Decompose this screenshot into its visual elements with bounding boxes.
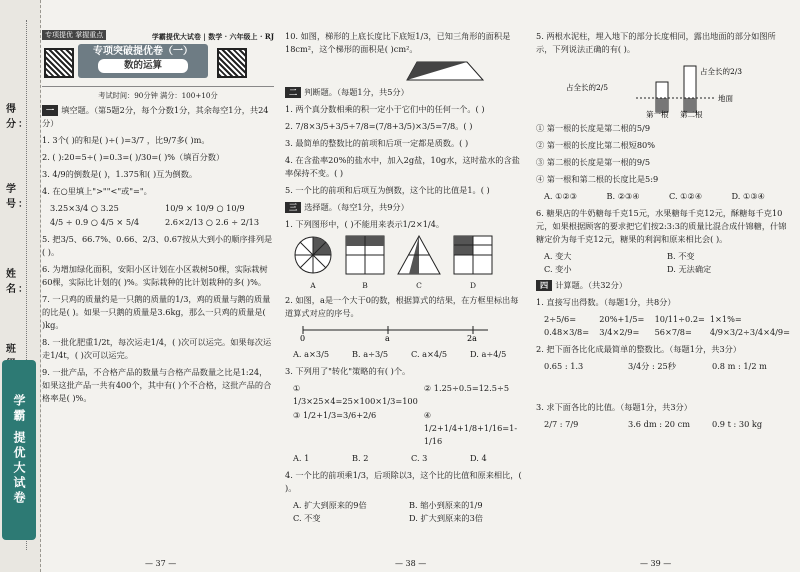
qr-code-icon: [44, 48, 74, 78]
option: A. 扩大到原来的9倍: [293, 500, 367, 510]
statement: ① 第一根的长度是第二根的5/9: [536, 123, 651, 133]
class-label: 班: [6, 344, 18, 355]
bar-label: 地面: [718, 94, 733, 103]
section-badge: 二: [285, 87, 301, 98]
square-figure: [345, 235, 385, 275]
judge-item: 4. 在含盐率20%的盐水中，加入2g盐，10g水，这时盐水的含盐率保持不变。( ): [285, 155, 520, 178]
ratio-item: 0.8 m : 1/2 m: [712, 361, 767, 371]
strategy-item: ① 1/3×25×4=25×100×1/3=100: [293, 383, 418, 406]
option: A. 变大: [544, 251, 572, 261]
binding-margin: [0, 0, 41, 572]
judge-item: 1. 两个真分数相乘的积一定小于它们中的任何一个。( ): [285, 104, 485, 114]
option: C. 变小: [544, 264, 572, 274]
compare-items: [50, 202, 274, 229]
number-line-svg: [293, 324, 493, 342]
choice-options: [293, 348, 525, 361]
ratio-item: 0.65 : 1.3: [544, 361, 584, 371]
option: C. ①②④: [669, 191, 703, 201]
option: D. 4: [470, 453, 487, 463]
question: 5. 两根水泥柱，埋入地下的部分长度相同，露出地面的部分如图所示，下列说法正确的有( )。: [536, 31, 776, 54]
question: 2. 如图，a是一个大于0的数，根据算式的结果，在方框里标出每道算式对应的序号。: [285, 295, 519, 318]
option: C. 不变: [293, 513, 321, 523]
section-calc: 四 计算题。（共32分）: [536, 279, 790, 292]
pillar-svg: [566, 60, 766, 118]
strategy-item: ③ 1/2+1/3=3/6+2/6: [293, 410, 377, 420]
answer-space: [536, 377, 790, 401]
paper-subtitle: 数的运算: [98, 59, 188, 73]
ratio-item: 0.9 t : 30 kg: [712, 419, 763, 429]
calc-item: 1×1%=: [709, 314, 742, 324]
strategy-item: ② 1.25÷0.5=12.5÷5: [423, 383, 510, 393]
figure-option: A: [293, 235, 333, 292]
bar-label: 占全长的2/5: [566, 83, 609, 92]
question: 6. 为增加绿化面积，安阳小区计划在小区栽树50棵，实际栽树60棵，实际比计划的( )%。实际栽种的比计划栽种的多( )%。: [42, 264, 268, 287]
exam-meta: 考试时间：90分钟 满分：100+10分: [42, 86, 274, 102]
compare-item: 10/9 × 10/9 ○ 10/9: [165, 203, 245, 213]
figure-option: D: [453, 235, 493, 292]
figure-option: C: [397, 235, 441, 292]
question: 4. 在○里填上">""<"或"="。: [42, 186, 152, 196]
calc-item: 3/4×2/9=: [599, 327, 640, 337]
question: 9. 一批产品，不合格产品的数量与合格产品数量之比是1:24，如果这批产品一共有400个，其中有( )个不合格，这批产品的合格率是( )%。: [42, 367, 272, 403]
question: 5. 把3/5、66.7%、0.66、2/3、0.67按从大到小的顺序排列是( )。: [42, 234, 273, 257]
ratio-item: 2/7 : 7/9: [544, 419, 579, 429]
option: D. 扩大到原来的3倍: [409, 513, 483, 523]
option: D. a÷4/5: [470, 349, 507, 359]
calc-item: 20%+1/5=: [599, 314, 645, 324]
rect-figure: [453, 235, 493, 275]
statement: ③ 第二根的长度是第一根的9/5: [536, 157, 651, 167]
ratio-items: [544, 360, 790, 373]
bar-label: 占全长的2/3: [700, 67, 743, 76]
option: C. a×4/5: [411, 349, 448, 359]
option: D. ①③④: [731, 191, 765, 201]
page-number: — 39 —: [640, 559, 672, 568]
tick-label: a: [385, 334, 390, 342]
qr-code-icon: [217, 48, 247, 78]
option: A. ①②③: [544, 191, 578, 201]
name-label: 姓名：: [6, 269, 30, 295]
trapezoid-figure: [405, 60, 485, 82]
question: 3. 下列用了"转化"策略的有( )个。: [285, 366, 411, 376]
question: 10. 如图，梯形的上底长度比下底短1/3，已知三角形的面积是18cm²，这个梯形的面积是( )cm²。: [285, 31, 511, 54]
question: 2. 把下面各比化成最简单的整数比。（每题1分，共3分）: [536, 344, 742, 354]
page-column-3: [536, 30, 790, 435]
title-banner: [78, 44, 208, 78]
ratio-item: 3.6 dm : 20 cm: [628, 419, 690, 429]
judge-item: 5. 一个比的前项和后项互为倒数，这个比的比值是1。( ): [285, 185, 490, 195]
strategy-items: [293, 382, 525, 448]
question: 6. 糖果店的牛奶糖每千克15元，水果糖每千克12元，酥糖每千克10元，如果根据顾客的要求把它们按2:3:3的质量比混合成什锦糖，什锦糖定价为每千克12元，糖果的利润和原来相比会( )。: [536, 208, 787, 244]
option: A. 1: [293, 453, 310, 463]
question: 3. 求下面各比的比值。（每题1分，共3分）: [536, 402, 692, 412]
calc-items: [544, 313, 790, 339]
option: D. 无法确定: [667, 264, 712, 274]
student-id-label: 学号：: [6, 184, 30, 210]
corner-tag: 专项提优 掌握重点: [42, 30, 106, 40]
tick-label: 2a: [467, 334, 477, 342]
compare-item: 2.6×2/13 ○ 2.6 ÷ 2/13: [165, 217, 260, 227]
calc-item: 56×7/8=: [654, 327, 692, 337]
judge-item: 2. 7/8×3/5+3/5÷7/8=(7/8+3/5)×3/5=7/8。( ): [285, 121, 473, 131]
option: B. 不变: [667, 251, 695, 261]
question: 8. 一批化肥重1/2t，每次运走1/4，( )次可以运完。如果每次运走1/4t，( )次可以运完。: [42, 337, 272, 360]
choice-options: [544, 190, 790, 203]
compare-item: 4/5 ÷ 0.9 ○ 4/5 × 5/4: [50, 217, 140, 227]
statement: ② 第一根的长度比第二根短80%: [536, 140, 656, 150]
pillar-figure: [566, 60, 790, 118]
ratio-item: 3/4分 : 25秒: [628, 361, 676, 371]
section-badge: 三: [285, 202, 301, 213]
question: 1. 3个( )的和是( )÷( )=3/7 ，比9/7多( )m。: [42, 135, 210, 145]
option: B. ②③④: [606, 191, 640, 201]
page-number: — 37 —: [145, 559, 177, 568]
score-label: 得分：: [6, 104, 30, 130]
choice-options: [293, 452, 525, 465]
calc-item: 4/9×3/2÷3/4×4/9=: [709, 327, 790, 337]
question: 4. 一个比的前项乘1/3，后项除以3，这个比的比值和原来相比，( )。: [285, 470, 522, 493]
section-badge: 一: [42, 105, 58, 116]
option: B. 2: [352, 453, 369, 463]
choice-options: [293, 499, 525, 525]
question: 3. 4/9的倒数是( )，1.375和( )互为倒数。: [42, 169, 198, 179]
calc-item: 2÷5/6=: [544, 314, 577, 324]
question: 7. 一只鸡的质量约是一只鹅的质量的1/3，鸡的质量与鹅的质量的比是( )。如果一只鹅的质量是3.6kg，那么一只鸡的质量是( )kg。: [42, 294, 271, 330]
section-fill: 一 填空题。（第5题2分，每个分数1分，其余每空1分，共24分）: [42, 105, 269, 128]
judge-item: 3. 最简单的整数比的前项和后项一定都是质数。( ): [285, 138, 469, 148]
bar-label: 第一根: [646, 110, 669, 118]
tick-label: 0: [300, 334, 306, 342]
compare-item: 3.25×3/4 ○ 3.25: [50, 203, 119, 213]
strategy-item: ④ 1/2+1/4+1/8+1/16=1-1/16: [423, 410, 518, 446]
section-judge: 二 判断题。（每题1分，共5分）: [285, 86, 525, 99]
option: B. a÷3/5: [352, 349, 389, 359]
paper-series: 学霸提优大试卷 | 数学 · 六年级上 · RJ: [151, 32, 274, 41]
question: 1. 直接写出得数。（每题1分，共8分）: [536, 297, 676, 307]
paper-header: [42, 30, 274, 98]
number-line: [293, 324, 525, 346]
triangle-figure: [397, 235, 441, 275]
calc-item: 0.48×3/8=: [544, 327, 590, 337]
question: 1. 下列图形中，( )不能用来表示1/2×1/4。: [285, 219, 445, 229]
calc-item: 10/11÷0.2=: [654, 314, 705, 324]
paper-title: 专项突破提优卷（一）: [93, 46, 193, 57]
page-number: — 38 —: [395, 559, 427, 568]
page-column-2: [285, 30, 525, 528]
option: A. a×3/5: [293, 349, 330, 359]
figure-option: B: [345, 235, 385, 292]
circle-figure: [293, 235, 333, 275]
section-badge: 四: [536, 280, 552, 291]
section-choice: 三 选择题。（每空1分，共9分）: [285, 201, 525, 214]
page-column-1: [42, 30, 274, 409]
brand-stamp: 学霸 提优大试卷: [2, 360, 36, 540]
option: B. 缩小到原来的1/9: [409, 500, 483, 510]
statement: ④ 第一根和第二根的长度比是5:9: [536, 174, 659, 184]
question: 2. ( ):20=5÷( )=0.3=( )/30=( )%（填百分数）: [42, 152, 225, 162]
choice-figures: [293, 235, 525, 292]
option: C. 3: [411, 453, 428, 463]
ratio-value-items: [544, 418, 790, 431]
bar-label: 第二根: [680, 110, 703, 118]
choice-options: [544, 250, 790, 276]
